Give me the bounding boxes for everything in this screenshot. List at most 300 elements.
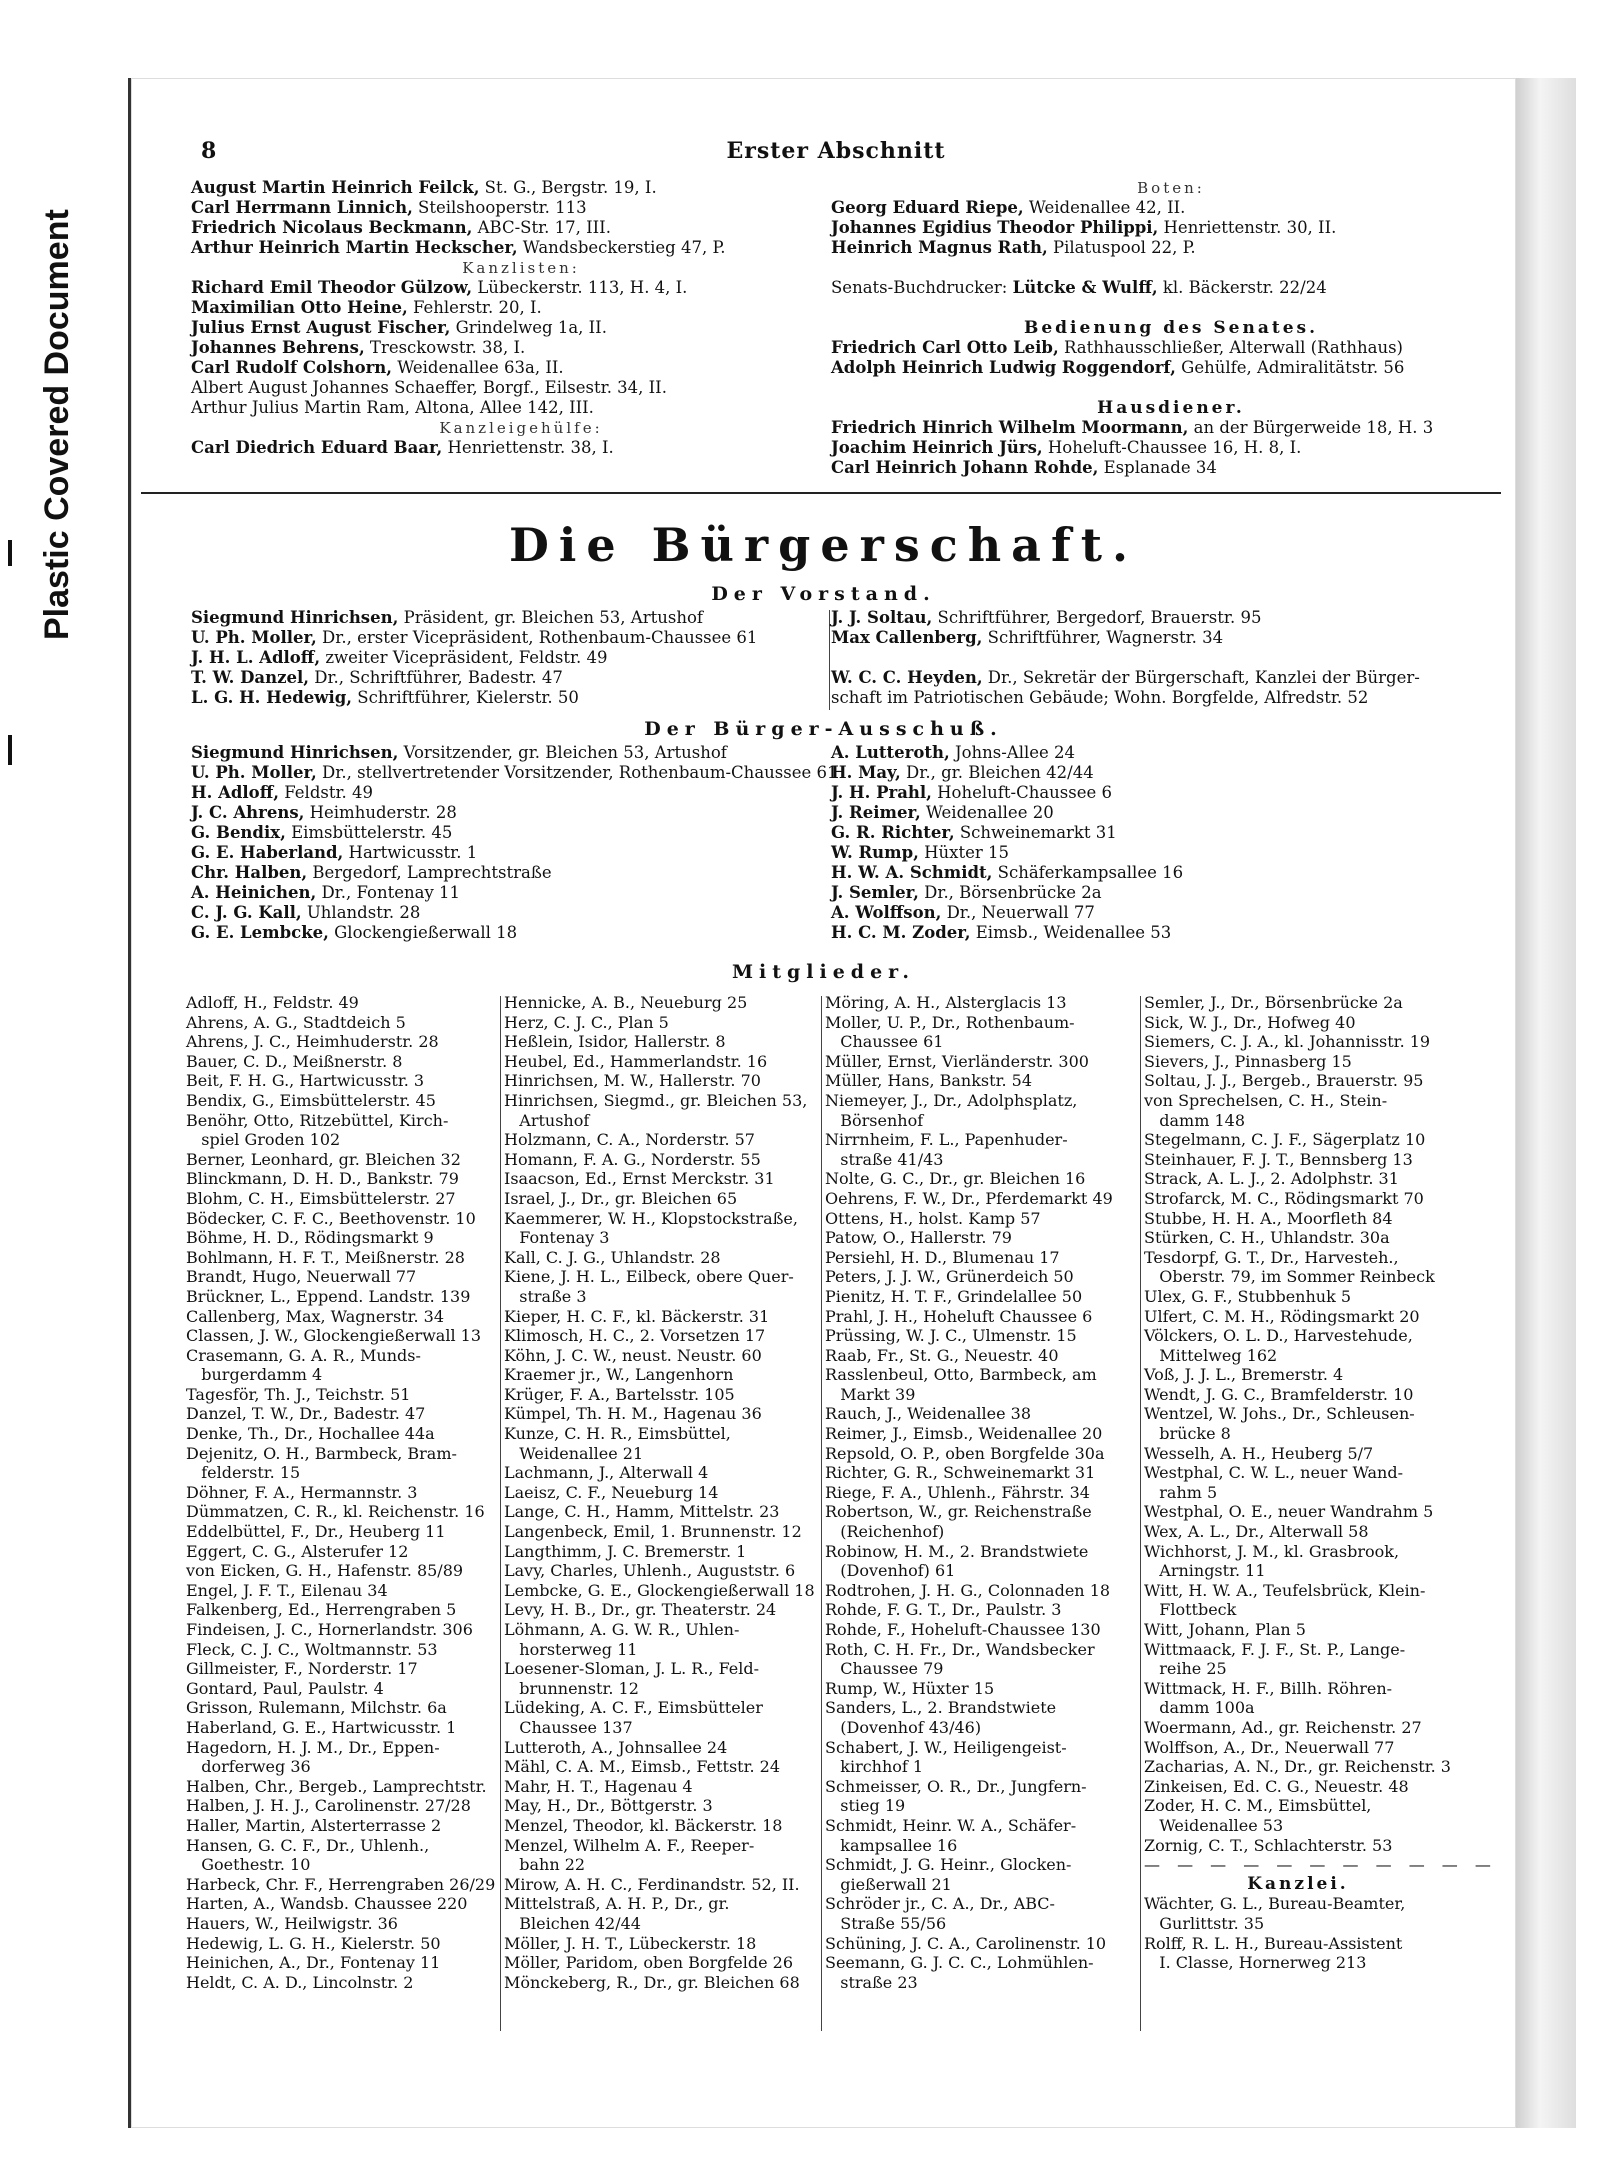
member-entry: Strack, A. L. J., 2. Adolphstr. 31 (1144, 1169, 1399, 1189)
entry-line (191, 903, 831, 923)
entry-detail: Tresckowstr. 38, I. (364, 338, 526, 357)
member-entry: Möller, Paridom, oben Borgfelde 26 (504, 1953, 794, 1973)
main-title: Die Bürgerschaft. (508, 518, 1139, 572)
member-entry: Straße 55/56 (825, 1913, 947, 1933)
column-divider (1140, 996, 1141, 2031)
entry-line (191, 358, 851, 378)
entry-name: J. H. L. Adloff, (191, 648, 321, 667)
entry-line (191, 608, 831, 628)
member-entry: Hedewig, L. G. H., Kielerstr. 50 (186, 1933, 441, 1953)
member-entry: Zornig, C. T., Schlachterstr. 53 (1144, 1835, 1393, 1855)
entry-detail: Weidenallee 42, II. (1023, 198, 1186, 217)
member-entry: Westphal, C. W. L., neuer Wand- (1144, 1463, 1403, 1483)
member-entry: Wittmaack, F. J. F., St. P., Lange- (1144, 1639, 1406, 1659)
member-entry: Holzmann, C. A., Norderstr. 57 (504, 1130, 755, 1150)
member-entry: Bauer, C. D., Meißnerstr. 8 (186, 1051, 403, 1071)
entry-name: Heinrich Magnus Rath, (831, 238, 1048, 257)
member-entry: Engel, J. F. T., Eilenau 34 (186, 1580, 388, 1600)
member-entry: Harbeck, Chr. F., Herrengraben 26/29 (186, 1874, 496, 1894)
member-entry: Halben, J. H. J., Carolinenstr. 27/28 (186, 1796, 471, 1816)
entry-line (831, 783, 1491, 803)
entry-detail: Weidenallee 63a, II. (392, 358, 564, 377)
entry-line (191, 783, 831, 803)
kanzlei-entry: Rolff, R. L. H., Bureau-Assistent (1144, 1933, 1403, 1953)
entry-detail: Dr., Fontenay 11 (316, 883, 461, 902)
entry-line (191, 743, 831, 763)
member-entry: Mähl, C. A. M., Eimsb., Fettstr. 24 (504, 1757, 781, 1777)
entry-detail: Schweinemarkt 31 (954, 823, 1117, 842)
member-entry: Lutteroth, A., Johnsallee 24 (504, 1737, 728, 1757)
member-entry: Falkenberg, Ed., Herrengraben 5 (186, 1600, 457, 1620)
member-entry: Döhner, F. A., Hermannstr. 3 (186, 1482, 418, 1502)
entry-line (191, 378, 851, 398)
entry-line (191, 238, 851, 258)
entry-name: Siegmund Hinrichsen, (191, 608, 399, 627)
member-entry: Dejenitz, O. H., Barmbeck, Bram- (186, 1443, 457, 1463)
member-entry: stieg 19 (825, 1796, 906, 1816)
entry-line (191, 763, 838, 783)
member-entry: Callenberg, Max, Wagnerstr. 34 (186, 1306, 444, 1326)
member-entry: rahm 5 (1144, 1482, 1218, 1502)
entry-detail: Wandsbeckerstieg 47, P. (517, 238, 726, 257)
scan-edge-mark (8, 735, 12, 765)
staff-list-right (831, 178, 1511, 478)
entry-name: Carl Herrmann Linnich, (191, 198, 413, 217)
entry-line (191, 688, 831, 708)
member-entry: Arningstr. 11 (1144, 1561, 1266, 1581)
entry-line (831, 843, 1491, 863)
entry-name: Johannes Behrens, (191, 338, 365, 357)
member-entry: Mahr, H. T., Hagenau 4 (504, 1776, 693, 1796)
entry-line (191, 668, 831, 688)
member-entry: Langthimm, J. C. Bremerstr. 1 (504, 1541, 747, 1561)
member-entry: Oehrens, F. W., Dr., Pferdemarkt 49 (825, 1188, 1113, 1208)
entry-detail: Rathhausschließer, Alterwall (Rathhaus) (1058, 338, 1403, 357)
entry-line (831, 688, 1491, 708)
entry-detail: Albert August Johannes Schaeffer, Borgf., Eilsestr. 34, II. (191, 378, 667, 397)
member-entry: kampsallee 16 (825, 1835, 958, 1855)
members-column-3 (825, 993, 1133, 1992)
member-entry: Heinichen, A., Dr., Fontenay 11 (186, 1953, 441, 1973)
member-entry: Isaacson, Ed., Ernst Merckstr. 31 (504, 1169, 775, 1189)
member-entry: Adloff, H., Feldstr. 49 (186, 993, 359, 1012)
member-entry: Wesselh, A. H., Heuberg 5/7 (1144, 1443, 1374, 1463)
column-divider (500, 996, 501, 2031)
member-entry: Wendt, J. G. C., Bramfelderstr. 10 (1144, 1384, 1414, 1404)
entry-detail: Fehlerstr. 20, I. (407, 298, 542, 317)
member-entry: Strofarck, M. C., Rödingsmarkt 70 (1144, 1188, 1424, 1208)
member-entry: Pienitz, H. T. F., Grindelallee 50 (825, 1286, 1083, 1306)
member-entry: Benöhr, Otto, Ritzebüttel, Kirch- (186, 1110, 449, 1130)
member-entry: Sanders, L., 2. Brandstwiete (825, 1698, 1057, 1718)
member-entry: Wentzel, W. Johs., Dr., Schleusen- (1144, 1404, 1415, 1424)
entry-line (191, 178, 851, 198)
entry-detail: Schriftführer, Kielerstr. 50 (352, 688, 579, 707)
entry-line (191, 883, 831, 903)
member-entry: Lange, C. H., Hamm, Mittelstr. 23 (504, 1502, 780, 1522)
member-entry: Hauers, W., Heilwigstr. 36 (186, 1913, 398, 1933)
member-entry: straße 23 (825, 1972, 918, 1992)
entry-name: A. Lutteroth, (831, 743, 950, 762)
member-entry: Peters, J. J. W., Grünerdeich 50 (825, 1267, 1074, 1287)
entry-name: J. H. Prahl, (831, 783, 932, 802)
member-entry: Weidenallee 21 (504, 1443, 644, 1463)
entry-line (831, 823, 1491, 843)
entry-detail: Hartwicusstr. 1 (343, 843, 478, 862)
member-entry: Beit, F. H. G., Hartwicusstr. 3 (186, 1071, 425, 1091)
member-entry: Richter, G. R., Schweinemarkt 31 (825, 1463, 1096, 1483)
entry-name: August Martin Heinrich Feilck, (191, 178, 480, 197)
mitglieder-heading: Mitglieder. (731, 961, 916, 983)
entry-line (831, 743, 1491, 763)
member-entry: Witt, H. W. A., Teufelsbrück, Klein- (1144, 1580, 1426, 1600)
entry-detail: Eimsbüttelerstr. 45 (285, 823, 453, 842)
entry-name: T. W. Danzel, (191, 668, 309, 687)
member-entry: Seemann, G. J. C. C., Lohmühlen- (825, 1953, 1094, 1973)
member-entry: Mirow, A. H. C., Ferdinandstr. 52, II. (504, 1874, 800, 1894)
member-entry: Stegelmann, C. J. F., Sägerplatz 10 (1144, 1130, 1426, 1150)
member-entry: dorferweg 36 (186, 1757, 311, 1777)
side-stamp (30, 120, 90, 680)
member-entry: Loesener-Sloman, J. L. R., Feld- (504, 1659, 760, 1679)
entry-detail: Dr., Schriftführer, Badestr. 47 (308, 668, 563, 687)
member-entry: (Dovenhof 43/46) (825, 1717, 982, 1737)
entry-name: C. J. G. Kall, (191, 903, 302, 922)
member-entry: Voß, J. J. L., Bremerstr. 4 (1144, 1365, 1344, 1385)
entry-detail: an der Bürgerweide 18, H. 3 (1188, 418, 1434, 437)
member-entry: Witt, Johann, Plan 5 (1144, 1620, 1306, 1639)
member-entry: Langenbeck, Emil, 1. Brunnenstr. 12 (504, 1522, 802, 1542)
member-entry: Levy, H. B., Dr., gr. Theaterstr. 24 (504, 1600, 777, 1620)
entry-name: J. J. Soltau, (831, 608, 933, 627)
member-entry: Kunze, C. H. R., Eimsbüttel, (504, 1424, 731, 1444)
entry-line (831, 418, 1511, 438)
entry-detail: St. G., Bergstr. 19, I. (479, 178, 657, 197)
subsection-heading: Bedienung des Senates. (1023, 318, 1319, 338)
member-entry: Niemeyer, J., Dr., Adolphsplatz, (825, 1090, 1078, 1110)
entry-name: Friedrich Hinrich Wilhelm Moormann, (831, 418, 1189, 437)
member-entry: Müller, Hans, Bankstr. 54 (825, 1071, 1032, 1091)
member-entry: Zinkeisen, Ed. C. G., Neuestr. 48 (1144, 1776, 1409, 1796)
entry-detail: Weidenallee 20 (920, 803, 1054, 822)
member-entry: felderstr. 15 (186, 1463, 301, 1483)
entry-line (831, 803, 1491, 823)
member-entry: Böhme, H. D., Rödingsmarkt 9 (186, 1228, 434, 1248)
entry-name: Richard Emil Theodor Gülzow, (191, 278, 473, 297)
entry-detail: Dr., Börsenbrücke 2a (918, 883, 1102, 902)
entry-name: J. Reimer, (831, 803, 921, 822)
entry-detail: Präsident, gr. Bleichen 53, Artushof (398, 608, 703, 627)
member-entry: Weidenallee 53 (1144, 1815, 1284, 1835)
member-entry: Roth, C. H. Fr., Dr., Wandsbecker (825, 1639, 1095, 1659)
entry-name: Joachim Heinrich Jürs, (831, 438, 1043, 457)
member-entry: Bohlmann, H. F. T., Meißnerstr. 28 (186, 1247, 465, 1267)
entry-line (191, 823, 831, 843)
entry-line (831, 258, 1511, 278)
entry-detail: Henriettenstr. 38, I. (442, 438, 614, 457)
entry-detail: ABC-Str. 17, III. (472, 218, 611, 237)
member-entry: reihe 25 (1144, 1659, 1227, 1679)
member-entry: Wittmack, H. F., Billh. Röhren- (1144, 1678, 1393, 1698)
entry-name: Georg Eduard Riepe, (831, 198, 1024, 217)
entry-detail: Schriftführer, Bergedorf, Brauerstr. 95 (932, 608, 1262, 627)
entry-detail: Dr., Neuerwall 77 (941, 903, 1095, 922)
member-entry: straße 41/43 (825, 1149, 944, 1169)
entry-name: U. Ph. Moller, (191, 628, 317, 647)
entry-detail: Dr., Sekretär der Bürgerschaft, Kanzlei der Bürger- (982, 668, 1420, 687)
section-title: Erster Abschnitt (726, 138, 946, 164)
entry-line (831, 438, 1511, 458)
kanzlei-entry: Wächter, G. L., Bureau-Beamter, (1144, 1894, 1406, 1914)
member-entry: Fleck, C. J. C., Woltmannstr. 53 (186, 1639, 438, 1659)
member-entry: Lembcke, G. E., Glockengießerwall 18 (504, 1580, 815, 1600)
member-entry: Möring, A. H., Alsterglacis 13 (825, 993, 1067, 1012)
members-column-4 (1144, 993, 1497, 1973)
entry-detail: Johns-Allee 24 (949, 743, 1076, 762)
entry-name: Carl Diedrich Eduard Baar, (191, 438, 443, 457)
member-entry: Hinrichsen, M. W., Hallerstr. 70 (504, 1071, 761, 1091)
member-entry: Bendix, G., Eimsbüttelerstr. 45 (186, 1090, 436, 1110)
entry-name: Carl Rudolf Colshorn, (191, 358, 393, 377)
entry-detail: Lübeckerstr. 113, H. 4, I. (472, 278, 688, 297)
entry-line (831, 608, 1491, 628)
page-number: 8 (201, 138, 217, 164)
entry-line (191, 438, 851, 458)
member-entry: Ottens, H., holst. Kamp 57 (825, 1208, 1041, 1228)
member-entry: Persiehl, H. D., Blumenau 17 (825, 1247, 1060, 1267)
entry-detail: Hüxter 15 (918, 843, 1009, 862)
member-entry: Schmidt, J. G. Heinr., Glocken- (825, 1855, 1072, 1875)
member-entry: Rohde, F. G. T., Dr., Paulstr. 3 (825, 1600, 1062, 1620)
entry-line (191, 923, 831, 943)
member-entry: Menzel, Wilhelm A. F., Reeper- (504, 1835, 755, 1855)
entry-line (831, 458, 1511, 478)
entry-name: Friedrich Carl Otto Leib, (831, 338, 1059, 357)
entry-detail: Henriettenstr. 30, II. (1158, 218, 1337, 237)
member-entry: Köhn, J. C. W., neust. Neustr. 60 (504, 1345, 762, 1365)
entry-name: G. Bendix, (191, 823, 286, 842)
entry-name: H. May, (831, 763, 901, 782)
vorstand-heading: Der Vorstand. (711, 583, 936, 605)
member-entry: Kieper, H. C. F., kl. Bäckerstr. 31 (504, 1306, 770, 1326)
member-entry: von Sprechelsen, C. H., Stein- (1144, 1090, 1388, 1110)
entry-detail: Schäferkampsallee 16 (992, 863, 1184, 882)
entry-name: Carl Heinrich Johann Rohde, (831, 458, 1099, 477)
member-entry: von Eicken, G. H., Hafenstr. 85/89 (186, 1561, 464, 1581)
member-entry: Bödecker, C. F. C., Beethovenstr. 10 (186, 1208, 476, 1228)
entry-detail: Hoheluft-Chaussee 16, H. 8, I. (1042, 438, 1302, 457)
member-entry: Chaussee 137 (504, 1717, 633, 1737)
member-entry: Hinrichsen, Siegmd., gr. Bleichen 53, (504, 1090, 808, 1110)
entry-detail: Schriftführer, Wagnerstr. 34 (982, 628, 1224, 647)
member-entry: Westphal, O. E., neuer Wandrahm 5 (1144, 1502, 1434, 1522)
entry-line (831, 338, 1511, 358)
member-entry: Dümmatzen, C. R., kl. Reichenstr. 16 (186, 1502, 485, 1522)
entry-line (191, 628, 831, 648)
member-entry: Ulfert, C. M. H., Rödingsmarkt 20 (1144, 1306, 1420, 1326)
member-entry: Lachmann, J., Alterwall 4 (504, 1463, 709, 1483)
entry-line (831, 628, 1491, 648)
entry-line (831, 668, 1491, 688)
member-entry: Heldt, C. A. D., Lincolnstr. 2 (186, 1972, 414, 1992)
member-entry: Robertson, W., gr. Reichenstraße (825, 1502, 1092, 1522)
member-entry: Blohm, C. H., Eimsbüttelerstr. 27 (186, 1188, 456, 1208)
member-entry: Krüger, F. A., Bartelsstr. 105 (504, 1384, 735, 1404)
entry-name: G. E. Lembcke, (191, 923, 329, 942)
member-entry: Blinckmann, D. H. D., Bankstr. 79 (186, 1169, 459, 1189)
members-column-1 (186, 993, 494, 1992)
entry-line (191, 843, 831, 863)
member-entry: Haberland, G. E., Hartwicusstr. 1 (186, 1717, 457, 1737)
member-entry: Brandt, Hugo, Neuerwall 77 (186, 1267, 417, 1287)
entry-detail: Uhlandstr. 28 (301, 903, 421, 922)
member-entry: Klimosch, H. C., 2. Vorsetzen 17 (504, 1326, 766, 1346)
member-entry: Lavy, Charles, Uhlenh., Auguststr. 6 (504, 1561, 796, 1581)
member-entry: Lüdeking, A. C. F., Eimsbütteler (504, 1698, 763, 1718)
member-entry: Semler, J., Dr., Börsenbrücke 2a (1144, 993, 1403, 1012)
entry-line (191, 318, 851, 338)
entry-detail: Grindelweg 1a, II. (450, 318, 607, 337)
entry-detail: Senats-Buchdrucker: (831, 278, 1013, 297)
page-edge-shadow (1516, 78, 1576, 2128)
member-entry: burgerdamm 4 (186, 1365, 323, 1385)
entry-line (831, 378, 1511, 398)
entry-name: G. E. Haberland, (191, 843, 344, 862)
member-entry: Robinow, H. M., 2. Brandstwiete (825, 1541, 1089, 1561)
member-entry: Eggert, C. G., Alsterufer 12 (186, 1541, 409, 1561)
column-divider (821, 996, 822, 2031)
ausschuss-right (831, 743, 1491, 943)
member-entry: Müller, Ernst, Vierländerstr. 300 (825, 1051, 1089, 1071)
member-entry: Kall, C. J. G., Uhlandstr. 28 (504, 1247, 721, 1267)
entry-detail: kl. Bäckerstr. 22/24 (1157, 278, 1327, 297)
entry-detail: Dr., erster Vicepräsident, Rothenbaum-Chaussee 61 (316, 628, 758, 647)
entry-line (831, 278, 1511, 298)
entry-line (191, 278, 851, 298)
member-entry: spiel Groden 102 (186, 1130, 341, 1150)
member-entry: Woermann, Ad., gr. Reichenstr. 27 (1144, 1717, 1422, 1737)
entry-line (831, 863, 1491, 883)
subsection-label: Boten: (1137, 179, 1205, 197)
staff-list-left (191, 178, 851, 458)
entry-name: Johannes Egidius Theodor Philippi, (831, 218, 1159, 237)
member-entry: Hennicke, A. B., Neueburg 25 (504, 993, 748, 1012)
side-label: Plastic Covered Document (38, 209, 76, 640)
member-entry: Kiene, J. H. L., Eilbeck, obere Quer- (504, 1267, 794, 1287)
entry-name: H. Adloff, (191, 783, 279, 802)
member-entry: Patow, O., Hallerstr. 79 (825, 1228, 1012, 1248)
entry-name: G. R. Richter, (831, 823, 955, 842)
member-entry: Oberstr. 79, im Sommer Reinbeck (1144, 1267, 1435, 1287)
entry-line (191, 863, 831, 883)
member-entry: horsterweg 11 (504, 1639, 638, 1659)
entry-name: W. C. C. Heyden, (831, 668, 983, 687)
member-entry: Raab, Fr., St. G., Neuestr. 40 (825, 1345, 1059, 1365)
member-entry: Stubbe, H. H. A., Moorfleth 84 (1144, 1208, 1393, 1228)
member-entry: Artushof (504, 1110, 590, 1130)
member-entry: Heubel, Ed., Hammerlandstr. 16 (504, 1051, 768, 1071)
entry-name: H. W. A. Schmidt, (831, 863, 993, 882)
member-entry: Denke, Th., Dr., Hochallee 44a (186, 1424, 435, 1444)
member-entry: straße 3 (504, 1286, 587, 1306)
member-entry: Schmeisser, O. R., Dr., Jungfern- (825, 1776, 1087, 1796)
ausschuss-heading: Der Bürger-Ausschuß. (644, 718, 1003, 740)
member-entry: Ahrens, A. G., Stadtdeich 5 (186, 1012, 406, 1032)
member-entry: Sievers, J., Pinnasberg 15 (1144, 1051, 1352, 1071)
member-entry: Fontenay 3 (504, 1228, 610, 1248)
entry-name: Lütcke & Wulff, (1012, 278, 1158, 297)
member-entry: Rohde, F., Hoheluft-Chaussee 130 (825, 1620, 1101, 1639)
entry-detail: Esplanade 34 (1098, 458, 1217, 477)
member-entry: Mönckeberg, R., Dr., gr. Bleichen 68 (504, 1972, 800, 1992)
entry-line (831, 883, 1491, 903)
member-entry: Nolte, G. C., Dr., gr. Bleichen 16 (825, 1169, 1086, 1189)
member-entry: Berner, Leonhard, gr. Bleichen 32 (186, 1149, 461, 1169)
member-entry: Homann, F. A. G., Norderstr. 55 (504, 1149, 761, 1169)
member-entry: Wolffson, A., Dr., Neuerwall 77 (1144, 1737, 1395, 1757)
entry-name: Friedrich Nicolaus Beckmann, (191, 218, 473, 237)
member-entry: Wex, A. L., Dr., Alterwall 58 (1144, 1522, 1369, 1542)
entry-detail: Heimhuderstr. 28 (304, 803, 457, 822)
member-entry: Zacharias, A. N., Dr., gr. Reichenstr. 3 (1144, 1757, 1451, 1777)
member-entry: Laeisz, C. F., Neueburg 14 (504, 1482, 719, 1502)
member-entry: Löhmann, A. G. W. R., Uhlen- (504, 1620, 740, 1639)
entry-line (831, 358, 1511, 378)
member-entry: Menzel, Theodor, kl. Bäckerstr. 18 (504, 1815, 783, 1835)
member-entry: Börsenhof (825, 1110, 924, 1130)
entry-line (191, 338, 851, 358)
member-entry: Danzel, T. W., Dr., Badestr. 47 (186, 1404, 426, 1424)
entry-name: Adolph Heinrich Ludwig Roggendorf, (831, 358, 1176, 377)
member-entry: Herz, C. J. C., Plan 5 (504, 1012, 669, 1032)
kanzlei-entry: I. Classe, Hornerweg 213 (1144, 1953, 1367, 1973)
entry-line (191, 803, 831, 823)
member-entry: Steinhauer, F. J. T., Bennsberg 13 (1144, 1149, 1413, 1169)
subsection-label: Kanzleigehülfe: (439, 419, 603, 437)
entry-detail: Feldstr. 49 (278, 783, 374, 802)
member-entry: Halben, Chr., Bergeb., Lamprechtstr. (186, 1776, 487, 1796)
member-entry: damm 148 (1144, 1110, 1246, 1130)
entry-name: L. G. H. Hedewig, (191, 688, 353, 707)
member-entry: Repsold, O. P., oben Borgfelde 30a (825, 1443, 1105, 1463)
member-entry: Gillmeister, F., Norderstr. 17 (186, 1659, 418, 1679)
entry-line (831, 648, 1491, 668)
entry-detail: Arthur Julius Martin Ram, Altona, Allee 142, III. (191, 398, 594, 417)
scan-edge-mark (8, 540, 12, 566)
member-entry: Flottbeck (1144, 1600, 1237, 1620)
entry-detail: Eimsb., Weidenallee 53 (970, 923, 1172, 942)
member-entry: (Reichenhof) (825, 1522, 945, 1542)
separator-dashes: — — — — — — — — — — — (1144, 1855, 1497, 1875)
member-entry: Schüning, J. C. A., Carolinenstr. 10 (825, 1933, 1107, 1953)
member-entry: Schabert, J. W., Heiligengeist- (825, 1737, 1067, 1757)
member-entry: Goethestr. 10 (186, 1855, 311, 1875)
entry-line (191, 648, 831, 668)
member-entry: Kaemmerer, W. H., Klopstockstraße, (504, 1208, 798, 1228)
member-entry: damm 100a (1144, 1698, 1255, 1718)
member-entry: Harten, A., Wandsb. Chaussee 220 (186, 1894, 468, 1914)
entry-detail: Dr., gr. Bleichen 42/44 (900, 763, 1094, 782)
vorstand-left (191, 608, 831, 708)
entry-name: Max Callenberg, (831, 628, 983, 647)
member-entry: Schröder jr., C. A., Dr., ABC- (825, 1894, 1055, 1914)
entry-name: H. C. M. Zoder, (831, 923, 971, 942)
member-entry: kirchhof 1 (825, 1757, 924, 1777)
ausschuss-left (191, 743, 838, 943)
member-entry: Mittelstraß, A. H. P., Dr., gr. (504, 1894, 730, 1914)
member-entry: Eddelbüttel, F., Dr., Heuberg 11 (186, 1522, 446, 1542)
member-entry: Prüssing, W. J. C., Ulmenstr. 15 (825, 1326, 1077, 1346)
